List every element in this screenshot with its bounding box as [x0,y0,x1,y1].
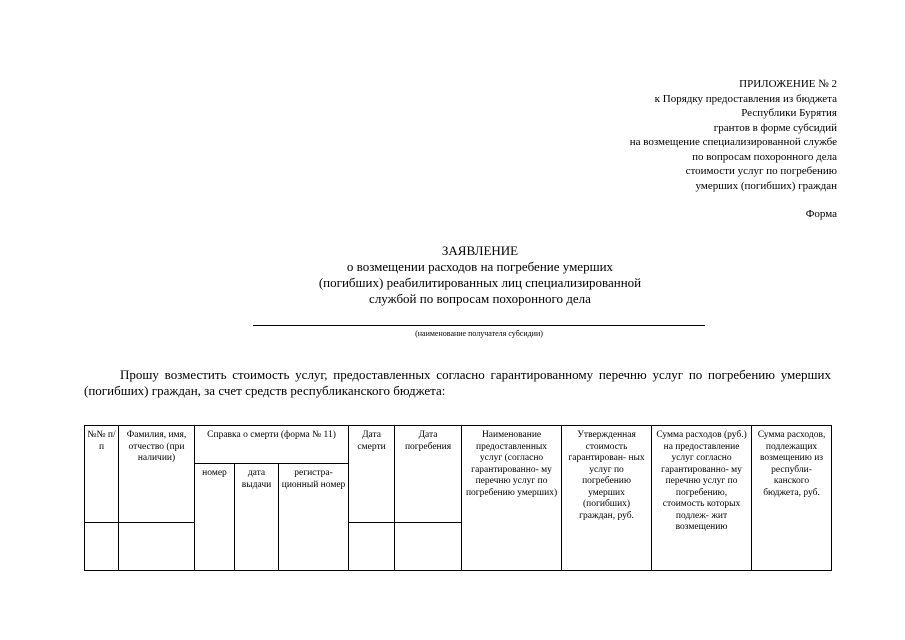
header-reimbursement: Сумма расходов, подлежащих возмещению из республи- канского бюджета, руб. [752,426,832,571]
recipient-caption: (наименование получателя субсидии) [415,329,543,338]
header-expenses: Сумма расходов (руб.) на предоставление услуг согласно гарантированно- му перечню услуг по погребению, стоимость которых подлеж- жит возмещению [652,426,752,571]
appendix-header [517,77,837,222]
cell-death-date[interactable] [349,523,395,571]
recipient-name-line[interactable] [253,325,705,326]
cell-full-name[interactable] [119,523,195,571]
header-full-name: Фамилия, имя, отчество (при наличии) [119,426,195,523]
cell-row-number[interactable] [85,523,119,571]
request-text: Прошу возместить стоимость услуг, предоставленных согласно гарантированному перечню услуг по погребению умерших (погибших) граждан, за счет средств республиканского бюджета: [84,367,831,398]
appendix-line: по вопросам похоронного дела [692,150,837,163]
title-line: (погибших) реабилитированных лиц специализированной [318,275,642,290]
cell-burial-date[interactable] [395,523,462,571]
header-certificate-number: номер [195,464,235,571]
header-issue-date: дата выдачи [235,464,279,571]
header-services: Наименование предоставленных услуг (согласно гарантированно- му перечню услуг по погребению умерших) [462,426,562,571]
document-title [240,243,720,307]
title-heading: ЗАЯВЛЕНИЕ [441,243,519,258]
appendix-line: ПРИЛОЖЕНИЕ № 2 [739,78,837,90]
header-row-number: №№ п/п [85,426,119,523]
header-death-certificate: Справка о смерти (форма № 11) [195,426,349,464]
application-table [84,425,832,571]
form-label: Форма [805,208,837,220]
title-line: службой по вопросам похоронного дела [369,291,591,306]
header-approved-cost: Утвержденная стоимость гарантирован- ных услуг по погребению умерших (погибших) граждан, руб. [562,426,652,571]
appendix-line: грантов в форме субсидий [713,121,837,134]
appendix-line: умерших (погибших) граждан [695,179,837,192]
appendix-line: к Порядку предоставления из бюджета [654,92,837,105]
header-death-date: Дата смерти [349,426,395,523]
header-burial-date: Дата погребения [395,426,462,523]
appendix-line: Республики Бурятия [741,107,837,119]
appendix-line: на возмещение специализированной службе [629,136,837,148]
header-registration-number: регистра- ционный номер [279,464,349,571]
title-line: о возмещении расходов на погребение умерших [346,259,614,274]
appendix-line: стоимости услуг по погребению [685,165,837,177]
